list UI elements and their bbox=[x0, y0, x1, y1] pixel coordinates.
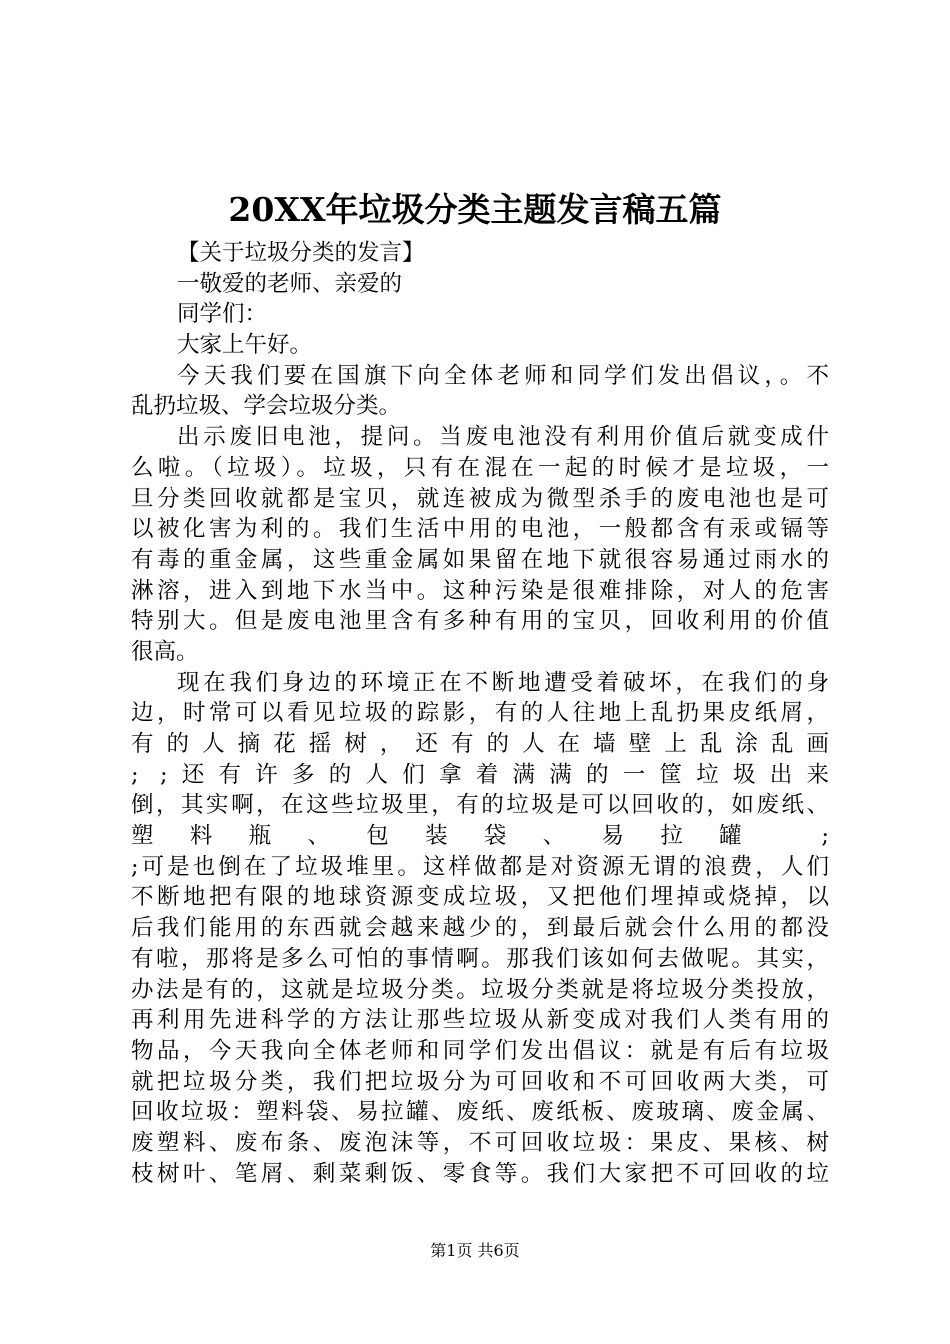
text-line: 淋溶，进入到地下水当中。这种污染是很难排除，对人的危害 bbox=[131, 577, 829, 604]
text-line: 大家上午好。 bbox=[177, 332, 313, 359]
text-line: 物品，今天我向全体老师和同学们发出倡议：就是有后有垃圾 bbox=[131, 1037, 829, 1064]
text-line: 边，时常可以看见垃圾的踪影，有的人往地上乱扔果皮纸屑， bbox=[131, 700, 829, 727]
text-line: 不断地把有限的地球资源变成垃圾，又把他们埋掉或烧掉，以 bbox=[131, 884, 829, 911]
text-line: 以被化害为利的。我们生活中用的电池，一般都含有汞或镉等 bbox=[131, 516, 829, 543]
text-line: 塑料瓶、包装袋、易拉罐 ; bbox=[131, 823, 829, 850]
text-line: ; ;还有许多的人们拿着满满的一筐垃圾出来 bbox=[131, 761, 829, 788]
text-line: 现在我们身边的环境正在不断地遭受着破坏，在我们的身 bbox=[177, 669, 829, 696]
text-line: 倒，其实啊，在这些垃圾里，有的垃圾是可以回收的，如废纸、 bbox=[131, 792, 829, 819]
page-footer: 第1页 共6页 bbox=[430, 1241, 520, 1260]
text-line: 乱扔垃圾、学会垃圾分类。 bbox=[131, 393, 402, 420]
text-line: 同学们： bbox=[177, 301, 268, 328]
text-line: 很高。 bbox=[131, 638, 199, 665]
text-line: 今天我们要在国旗下向全体老师和同学们发出倡议，。不 bbox=[177, 362, 829, 389]
text-line: 么啦。（垃圾）。垃圾，只有在混在一起的时候才是垃圾，一 bbox=[131, 454, 829, 481]
text-line: 办法是有的，这就是垃圾分类。垃圾分类就是将垃圾分类投放， bbox=[131, 976, 829, 1003]
text-line: 再利用先进科学的方法让那些垃圾从新变成对我们人类有用的 bbox=[131, 1007, 829, 1034]
text-line: 后我们能用的东西就会越来越少的，到最后就会什么用的都没 bbox=[131, 915, 829, 942]
text-line: 就把垃圾分类，我们把垃圾分为可回收和不可回收两大类，可 bbox=[131, 1068, 829, 1095]
text-line: 有的人摘花摇树，还有的人在墙壁上乱涂乱画 bbox=[131, 731, 829, 757]
text-line: ;可是也倒在了垃圾堆里。这样做都是对资源无谓的浪费，人们 bbox=[131, 853, 829, 880]
text-line: 特别大。但是废电池里含有多种有用的宝贝，回收利用的价值 bbox=[131, 608, 829, 635]
text-line: 有啦，那将是多么可怕的事情啊。那我们该如何去做呢。其实， bbox=[131, 945, 829, 972]
page-title: 20XX年垃圾分类主题发言稿五篇 bbox=[228, 190, 722, 229]
text-line: 【关于垃圾分类的发言】 bbox=[177, 240, 425, 266]
text-line: 一敬爱的老师、亲爱的 bbox=[177, 270, 403, 297]
text-line: 出示废旧电池，提问。当废电池没有利用价值后就变成什 bbox=[177, 424, 829, 451]
text-line: 有毒的重金属，这些重金属如果留在地下就很容易通过雨水的 bbox=[131, 546, 829, 573]
text-line: 废塑料、废布条、废泡沫等，不可回收垃圾：果皮、果核、树 bbox=[131, 1129, 829, 1156]
text-line: 枝树叶、笔屑、剩菜剩饭、零食等。我们大家把不可回收的垃 bbox=[131, 1160, 829, 1187]
text-line: 旦分类回收就都是宝贝，就连被成为微型杀手的废电池也是可 bbox=[131, 485, 829, 512]
document-body bbox=[131, 238, 829, 1189]
text-line: 回收垃圾：塑料袋、易拉罐、废纸、废纸板、废玻璃、废金属、 bbox=[131, 1099, 829, 1126]
